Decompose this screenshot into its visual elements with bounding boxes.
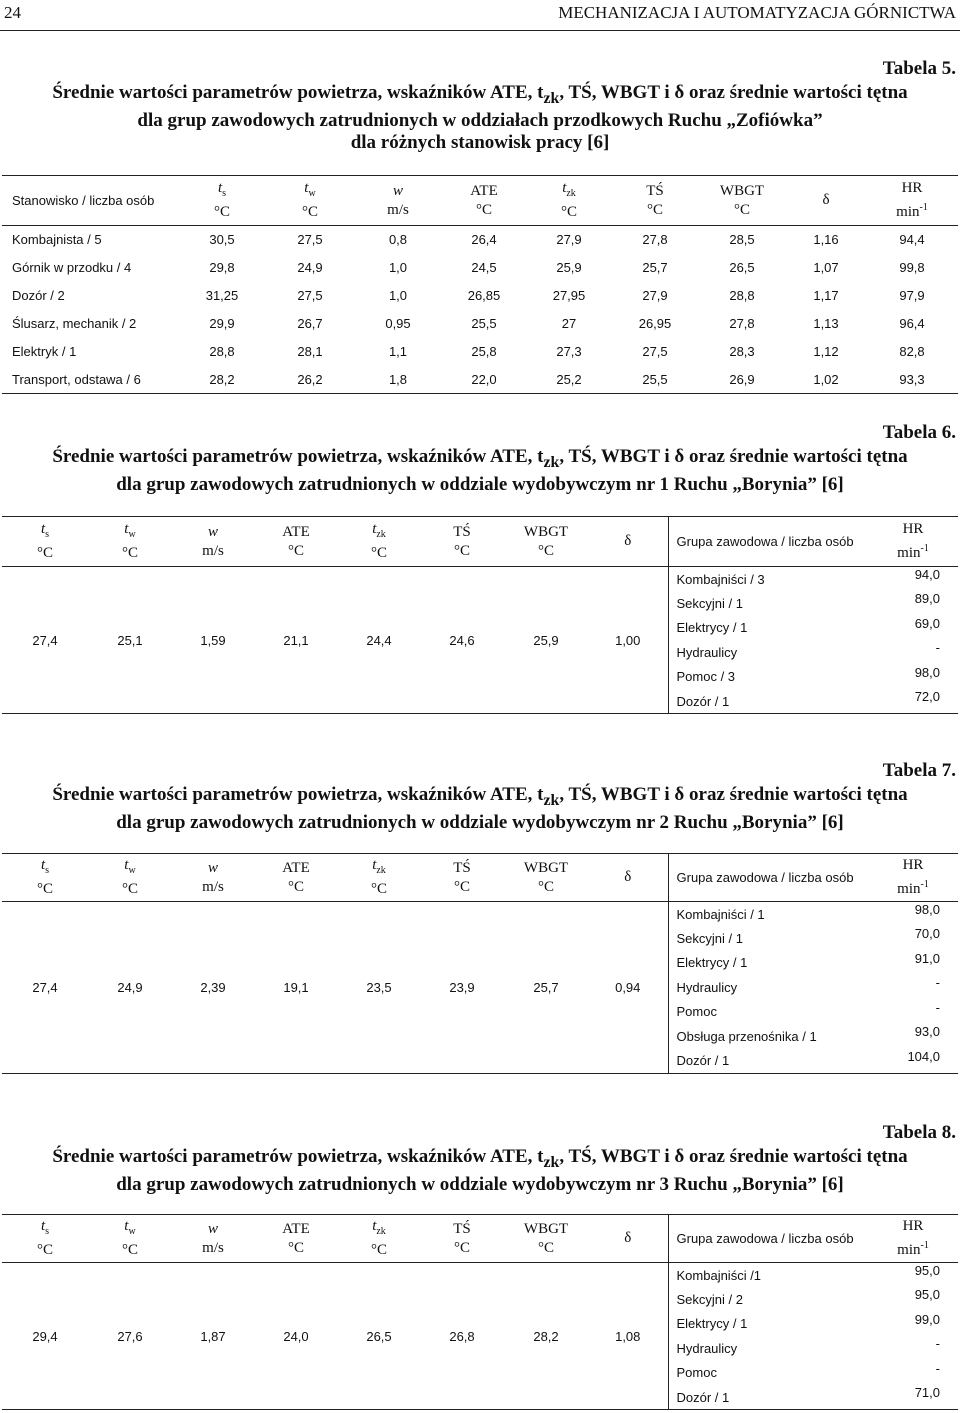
table8-header-row [2, 1215, 958, 1263]
group-hr: 70,0 [914, 926, 940, 941]
group-hr: 91,0 [914, 950, 940, 966]
cell: 26,7 [297, 316, 323, 331]
cell: 26,85 [467, 288, 501, 303]
group-name: Hydraulicy [668, 1336, 868, 1361]
cell: 27 [561, 316, 577, 331]
table7 [2, 853, 958, 1074]
table7-caption-line1: Średnie wartości parametrów powietrza, wskaźników ATE, $t_{zk}$, TŚ, WBGT i δ oraz średnie wartości tętna [52, 784, 908, 809]
cell: 1,16 [813, 232, 839, 248]
value-ate: 24,0 [283, 1328, 309, 1344]
cell: 27,9 [642, 288, 668, 303]
cell: 97,9 [899, 288, 925, 303]
col-header-ts-index: TŚ °C [420, 1215, 504, 1263]
cell: 27,9 [556, 232, 582, 248]
group-name: Sekcyjni / 1 [668, 591, 868, 616]
table8 [2, 1214, 958, 1410]
col-header-tw: $t_w$ °C [88, 1215, 172, 1263]
group-hr: - [935, 999, 940, 1015]
cell: 30,5 [209, 232, 235, 248]
table-row [2, 567, 958, 592]
cell: 27,95 [552, 288, 586, 303]
table5 [2, 175, 958, 394]
group-name: Dozór / 1 [668, 1385, 868, 1410]
group-name: Kombajniści / 1 [668, 902, 868, 927]
group-hr: 99,0 [914, 1311, 940, 1327]
value-delta: 1,08 [615, 1328, 641, 1344]
group-hr: - [935, 1336, 940, 1351]
cell: 1,8 [388, 371, 408, 387]
cell: 1,02 [813, 371, 839, 387]
value-tzk: 23,5 [366, 979, 392, 995]
cell: 28,8 [209, 344, 235, 359]
group-name: Hydraulicy [668, 975, 868, 1000]
value-tzk: 24,4 [366, 632, 392, 648]
table6-caption [0, 446, 960, 496]
col-header-ate: ATE °C [254, 854, 338, 902]
table7-number: Tabela 7. [882, 760, 956, 781]
cell: 1,12 [813, 344, 839, 359]
col-header-wbgt: WBGT °C [504, 1215, 588, 1263]
cell: 27,5 [297, 288, 323, 303]
cell: 27,8 [729, 316, 755, 331]
table5-caption-line2: dla grup zawodowych zatrudnionych w oddziałach przodkowych Ruchu „Zofiówka” [137, 109, 823, 131]
cell: 29,8 [209, 260, 235, 275]
table-row [2, 902, 958, 927]
value-w: 2,39 [200, 979, 226, 995]
table8-caption [0, 1146, 960, 1196]
table8-caption-line2: dla grup zawodowych zatrudnionych w oddziale wydobywczym nr 3 Ruchu „Borynia” [6] [116, 1173, 844, 1195]
value-ts-index: 26,8 [449, 1328, 475, 1344]
cell: 0,8 [388, 232, 408, 248]
cell: 94,4 [899, 232, 925, 248]
cell: 28,2 [209, 371, 235, 387]
group-name: Dozór / 1 [668, 689, 868, 714]
col-header-tzk: $t_{zk}$ °C [338, 854, 420, 902]
cell: 29,9 [209, 316, 235, 331]
cell: 96,4 [899, 316, 925, 331]
col-header-tzk: $t_{zk}$ °C [338, 1215, 420, 1263]
value-ts-index: 23,9 [449, 979, 475, 995]
group-name: Kombajniści /1 [668, 1263, 868, 1288]
row-label: Kombajnista / 5 [12, 232, 102, 248]
row-label: Ślusarz, mechanik / 2 [12, 316, 137, 331]
col-header-delta: δ [588, 854, 668, 902]
col-header-stanowisko: Stanowisko / liczba osób [2, 176, 178, 226]
cell: 27,5 [297, 232, 323, 248]
group-name: Elektrycy / 1 [668, 951, 868, 976]
table5-caption-line1: Średnie wartości parametrów powietrza, wskaźników ATE, $t_{zk}$, TŚ, WBGT i δ oraz średnie wartości tętna [52, 82, 908, 107]
cell: 26,5 [729, 260, 755, 275]
group-name: Hydraulicy [668, 640, 868, 665]
group-hr: 98,0 [914, 664, 940, 680]
col-header-group: Grupa zawodowa / liczba osób [668, 854, 868, 902]
col-header-w: w m/s [172, 854, 254, 902]
table6-caption-line2: dla grup zawodowych zatrudnionych w oddziale wydobywczym nr 1 Ruchu „Borynia” [6] [116, 473, 844, 495]
table5-caption [0, 82, 960, 154]
group-hr: 71,0 [914, 1385, 940, 1400]
table7-header-row [2, 854, 958, 902]
cell: 26,4 [471, 232, 497, 248]
table-row [2, 226, 958, 254]
col-header-ts-index: TŚ °C [420, 517, 504, 567]
col-header-ts: $t_s$ °C [178, 176, 266, 226]
cell: 0,95 [385, 316, 411, 331]
col-header-hr: HR $\min^{-1}$ [866, 176, 958, 226]
page-header [0, 0, 960, 31]
table-row [2, 282, 958, 310]
col-header-w: w m/s [172, 517, 254, 567]
col-header-tzk: $t_{zk}$ °C [338, 517, 420, 567]
cell: 27,8 [642, 232, 668, 248]
group-hr: 104,0 [907, 1048, 940, 1064]
cell: 25,7 [642, 260, 668, 275]
group-hr: - [935, 1360, 940, 1376]
value-wbgt: 28,2 [533, 1328, 559, 1344]
cell: 82,8 [899, 344, 925, 359]
group-name: Obsługa przenośnika / 1 [668, 1024, 868, 1049]
value-ts-index: 24,6 [449, 632, 475, 648]
journal-title: MECHANIZACJA I AUTOMATYZACJA GÓRNICTWA [558, 3, 956, 22]
col-header-wbgt: WBGT °C [698, 176, 786, 226]
table-row [2, 338, 958, 366]
table-row [2, 254, 958, 282]
col-header-ts: $t_s$ °C [2, 854, 88, 902]
group-hr: 69,0 [914, 615, 940, 631]
col-header-ate: ATE °C [254, 1215, 338, 1263]
cell: 26,95 [638, 316, 672, 331]
group-hr: 95,0 [914, 1287, 940, 1302]
value-tw: 27,6 [117, 1328, 143, 1344]
value-w: 1,59 [200, 632, 226, 648]
cell: 25,5 [471, 316, 497, 331]
cell: 25,8 [471, 344, 497, 359]
col-header-tw: $t_w$ °C [88, 517, 172, 567]
cell: 24,5 [471, 260, 497, 275]
table6-number: Tabela 6. [882, 422, 956, 443]
row-label: Górnik w przodku / 4 [12, 260, 132, 275]
group-hr: 98,0 [914, 902, 940, 917]
table5-caption-line3: dla różnych stanowisk pracy [6] [350, 131, 610, 153]
group-hr: 93,0 [914, 1024, 940, 1039]
value-delta: 1,00 [615, 632, 641, 648]
group-hr: - [935, 975, 940, 990]
cell: 26,2 [297, 371, 323, 387]
group-name: Sekcyjni / 1 [668, 926, 868, 951]
col-header-w: w m/s [172, 1215, 254, 1263]
table6 [2, 516, 958, 714]
col-header-group: Grupa zawodowa / liczba osób [668, 517, 868, 567]
col-header-ts-index: TŚ °C [420, 854, 504, 902]
col-header-tw: $t_w$ °C [266, 176, 354, 226]
table8-number: Tabela 8. [882, 1122, 956, 1143]
group-hr: 95,0 [914, 1263, 940, 1278]
group-name: Pomoc / 3 [668, 665, 868, 690]
value-wbgt: 25,9 [533, 632, 559, 648]
cell: 28,8 [729, 288, 755, 303]
group-name: Sekcyjni / 2 [668, 1287, 868, 1312]
col-header-tw: $t_w$ °C [88, 854, 172, 902]
table-row [2, 366, 958, 394]
cell: 26,9 [729, 371, 755, 387]
group-name: Pomoc [668, 1000, 868, 1025]
value-ts: 29,4 [32, 1328, 58, 1344]
table6-header-row [2, 517, 958, 567]
value-ts: 27,4 [32, 632, 58, 648]
group-hr: 72,0 [914, 689, 940, 704]
value-ts: 27,4 [32, 979, 58, 995]
group-name: Kombajniści / 3 [668, 567, 868, 592]
col-header-group: Grupa zawodowa / liczba osób [668, 1215, 868, 1263]
table5-number: Tabela 5. [882, 58, 956, 79]
col-header-delta: δ [588, 1215, 668, 1263]
cell: 24,9 [297, 260, 323, 275]
col-header-w: w m/s [354, 176, 442, 226]
cell: 28,1 [297, 344, 323, 359]
col-header-delta: δ [786, 176, 866, 226]
cell: 1,1 [388, 344, 408, 359]
group-name: Elektrycy / 1 [668, 1312, 868, 1337]
cell: 93,3 [899, 371, 925, 387]
table7-caption-line2: dla grup zawodowych zatrudnionych w oddziale wydobywczym nr 2 Ruchu „Borynia” [6] [116, 811, 844, 833]
value-tw: 25,1 [117, 632, 143, 648]
group-hr: 94,0 [914, 567, 940, 582]
group-name: Elektrycy / 1 [668, 616, 868, 641]
cell: 25,2 [556, 371, 582, 387]
col-header-hr: HR $\min^{-1}$ [868, 854, 958, 902]
group-name: Dozór / 1 [668, 1049, 868, 1074]
cell: 31,25 [205, 288, 239, 303]
table6-caption-line1: Średnie wartości parametrów powietrza, wskaźników ATE, $t_{zk}$, TŚ, WBGT i δ oraz średnie wartości tętna [52, 446, 908, 471]
cell: 1,0 [388, 288, 408, 303]
value-w: 1,87 [200, 1328, 226, 1344]
group-name: Pomoc [668, 1361, 868, 1386]
cell: 28,3 [729, 344, 755, 359]
cell: 25,5 [642, 371, 668, 387]
row-label: Transport, odstawa / 6 [12, 371, 141, 387]
cell: 1,17 [813, 288, 839, 303]
col-header-hr: HR $\min^{-1}$ [868, 517, 958, 567]
cell: 22,0 [471, 371, 497, 387]
row-label: Elektryk / 1 [12, 344, 77, 359]
group-hr: 89,0 [914, 591, 940, 606]
cell: 1,0 [388, 260, 408, 275]
table5-header-row [2, 176, 958, 226]
row-label: Dozór / 2 [12, 288, 65, 303]
col-header-ate: ATE °C [442, 176, 526, 226]
col-header-ts: $t_s$ °C [2, 517, 88, 567]
page-number: 24 [4, 3, 21, 22]
col-header-wbgt: WBGT °C [504, 854, 588, 902]
table-row [2, 1263, 958, 1288]
cell: 99,8 [899, 260, 925, 275]
cell: 1,13 [813, 316, 839, 331]
value-delta: 0,94 [615, 979, 641, 995]
table8-caption-line1: Średnie wartości parametrów powietrza, wskaźników ATE, $t_{zk}$, TŚ, WBGT i δ oraz średnie wartości tętna [52, 1146, 908, 1171]
value-tzk: 26,5 [366, 1328, 392, 1344]
col-header-ts-index: TŚ °C [612, 176, 698, 226]
cell: 27,3 [556, 344, 582, 359]
value-ate: 19,1 [283, 979, 309, 995]
col-header-ts: $t_s$ °C [2, 1215, 88, 1263]
cell: 28,5 [729, 232, 755, 248]
cell: 25,9 [556, 260, 582, 275]
table7-caption [0, 784, 960, 834]
group-hr: - [935, 640, 940, 655]
table-row [2, 310, 958, 338]
value-wbgt: 25,7 [533, 979, 559, 995]
col-header-delta: δ [588, 517, 668, 567]
cell: 27,5 [642, 344, 668, 359]
value-tw: 24,9 [117, 979, 143, 995]
col-header-tzk: $t_{zk}$ °C [526, 176, 612, 226]
col-header-hr: HR $\min^{-1}$ [868, 1215, 958, 1263]
col-header-ate: ATE °C [254, 517, 338, 567]
col-header-wbgt: WBGT °C [504, 517, 588, 567]
cell: 1,07 [813, 260, 839, 275]
value-ate: 21,1 [283, 632, 309, 648]
